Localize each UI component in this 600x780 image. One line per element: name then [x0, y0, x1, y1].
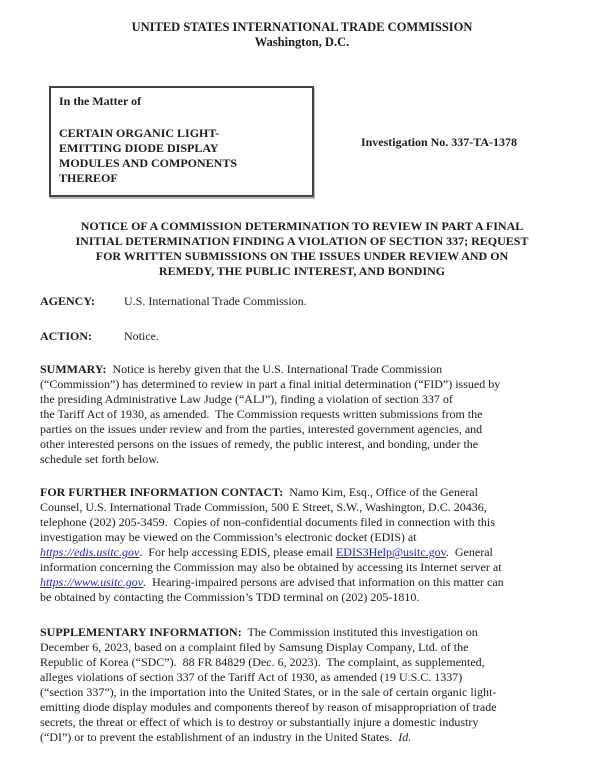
text-line: [40, 407, 564, 422]
text-run: (“section 337”), in the importation into the United States, or in the sale of certain organic light-: [40, 685, 497, 699]
document-header: [40, 20, 564, 50]
text-run: (“Commission”) has determined to review in part a final initial determination (“FID”) issued by: [40, 377, 501, 391]
text-run: parties on the issues under review and from the parties, interested government agencies, and: [40, 422, 483, 436]
text-run: REMEDY, THE PUBLIC INTEREST, AND BONDING: [158, 264, 446, 278]
text-run: NOTICE OF A COMMISSION DETERMINATION TO REVIEW IN PART A FINAL: [80, 219, 524, 233]
text-run: CERTAIN ORGANIC LIGHT-: [59, 126, 220, 140]
action-row: [40, 329, 564, 344]
text-run: The Commission instituted this investigation on: [241, 625, 478, 639]
text-line: [40, 485, 564, 500]
edis-docket-link[interactable]: https://edis.usitc.gov: [40, 545, 140, 559]
text-line: [40, 437, 564, 452]
text-run: the presiding Administrative Law Judge (“ALJ”), finding a violation of section 337 of: [40, 392, 453, 406]
supplementary-paragraph: [40, 625, 564, 745]
text-line: [40, 730, 564, 745]
text-run: (“DI”) or to prevent the establishment of an industry in the United States.: [40, 730, 399, 744]
text-run: secrets, the threat or effect of which is to destroy or substantially injure a domestic industry: [40, 715, 479, 729]
text-run: . General: [445, 545, 493, 559]
text-line: [40, 452, 564, 467]
text-run: alleges violations of section 337 of the Tariff Act of 1930, as amended (19 U.S.C. 1337): [40, 670, 463, 684]
text-line: [40, 590, 564, 605]
text-line: [40, 362, 564, 377]
text-line: [40, 249, 564, 264]
text-line: [40, 392, 564, 407]
text-line: [59, 126, 304, 141]
text-line: [59, 171, 304, 186]
text-run: be obtained by contacting the Commission’s TDD terminal on (202) 205-1810.: [40, 590, 420, 604]
text-run: INITIAL DETERMINATION FINDING A VIOLATION OF SECTION 337; REQUEST: [75, 234, 529, 248]
case-caption-box: [49, 86, 314, 197]
text-line: [40, 219, 564, 234]
text-line: [59, 141, 304, 156]
text-run: schedule set forth below.: [40, 452, 160, 466]
text-line: [40, 530, 564, 545]
text-line: [40, 575, 564, 590]
text-line: [40, 700, 564, 715]
text-line: [40, 377, 564, 392]
text-run: information concerning the Commission may also be obtained by accessing its Internet server at: [40, 560, 502, 574]
action-value: Notice.: [124, 329, 159, 343]
text-run: SUMMARY:: [40, 362, 107, 376]
text-line: [40, 234, 564, 249]
edis-help-email-link[interactable]: EDIS3Help@usitc.gov: [335, 545, 446, 559]
text-run: Namo Kim, Esq., Office of the General: [283, 485, 478, 499]
text-line: [40, 625, 564, 640]
agency-row: [40, 294, 564, 309]
agency-value: U.S. International Trade Commission.: [124, 294, 307, 308]
text-line: [40, 715, 564, 730]
agency-label: AGENCY:: [40, 294, 95, 308]
text-line: [40, 422, 564, 437]
text-line: [40, 500, 564, 515]
case-title: [59, 126, 304, 186]
text-run: other interested persons on the issues of remedy, the public interest, and bonding, under the: [40, 437, 479, 451]
notice-title: [40, 219, 564, 279]
text-run: December 6, 2023, based on a complaint filed by Samsung Display Company, Ltd. of the: [40, 640, 469, 654]
text-run: MODULES AND COMPONENTS: [59, 156, 238, 170]
usitc-website-link[interactable]: https://www.usitc.gov: [40, 575, 144, 589]
text-line: [40, 264, 564, 279]
summary-paragraph: [40, 362, 564, 467]
text-run: telephone (202) 205-3459. Copies of non-confidential documents filed in connection with this: [40, 515, 495, 529]
text-run: . Hearing-impaired persons are advised that information on this matter can: [143, 575, 504, 589]
header-location: Washington, D.C.: [254, 35, 350, 49]
text-run: Counsel, U.S. International Trade Commission, 500 E Street, S.W., Washington, D.C. 20436,: [40, 500, 487, 514]
text-run: SUPPLEMENTARY INFORMATION:: [40, 625, 242, 639]
text-run: FOR WRITTEN SUBMISSIONS ON THE ISSUES UNDER REVIEW AND ON: [95, 249, 509, 263]
text-run: Id.: [398, 730, 412, 744]
text-line: [59, 156, 304, 171]
investigation-number: Investigation No. 337-TA-1378: [360, 135, 518, 149]
text-run: THEREOF: [59, 171, 118, 185]
text-line: [40, 655, 564, 670]
text-line: [40, 640, 564, 655]
text-line: [40, 670, 564, 685]
text-run: FOR FURTHER INFORMATION CONTACT:: [40, 485, 284, 499]
text-line: [40, 685, 564, 700]
in-the-matter-of-label: In the Matter of: [59, 94, 142, 108]
text-line: [40, 560, 564, 575]
case-caption: [40, 86, 564, 197]
text-run: emitting diode display modules and components thereof by reason of misappropriation of trade: [40, 700, 497, 714]
text-line: [40, 545, 564, 560]
text-line: [40, 515, 564, 530]
text-run: investigation may be viewed on the Commission’s electronic docket (EDIS) at: [40, 530, 417, 544]
text-run: the Tariff Act of 1930, as amended. The Commission requests written submissions from the: [40, 407, 483, 421]
action-label: ACTION:: [40, 329, 93, 343]
text-run: . For help accessing EDIS, please email: [139, 545, 336, 559]
text-run: Notice is hereby given that the U.S. International Trade Commission: [106, 362, 443, 376]
header-agency-name: UNITED STATES INTERNATIONAL TRADE COMMISSION: [131, 20, 473, 34]
text-run: Republic of Korea (“SDC”). 88 FR 84829 (Dec. 6, 2023). The complaint, as supplemented,: [40, 655, 485, 669]
contact-paragraph: [40, 485, 564, 605]
text-run: EMITTING DIODE DISPLAY: [59, 141, 219, 155]
